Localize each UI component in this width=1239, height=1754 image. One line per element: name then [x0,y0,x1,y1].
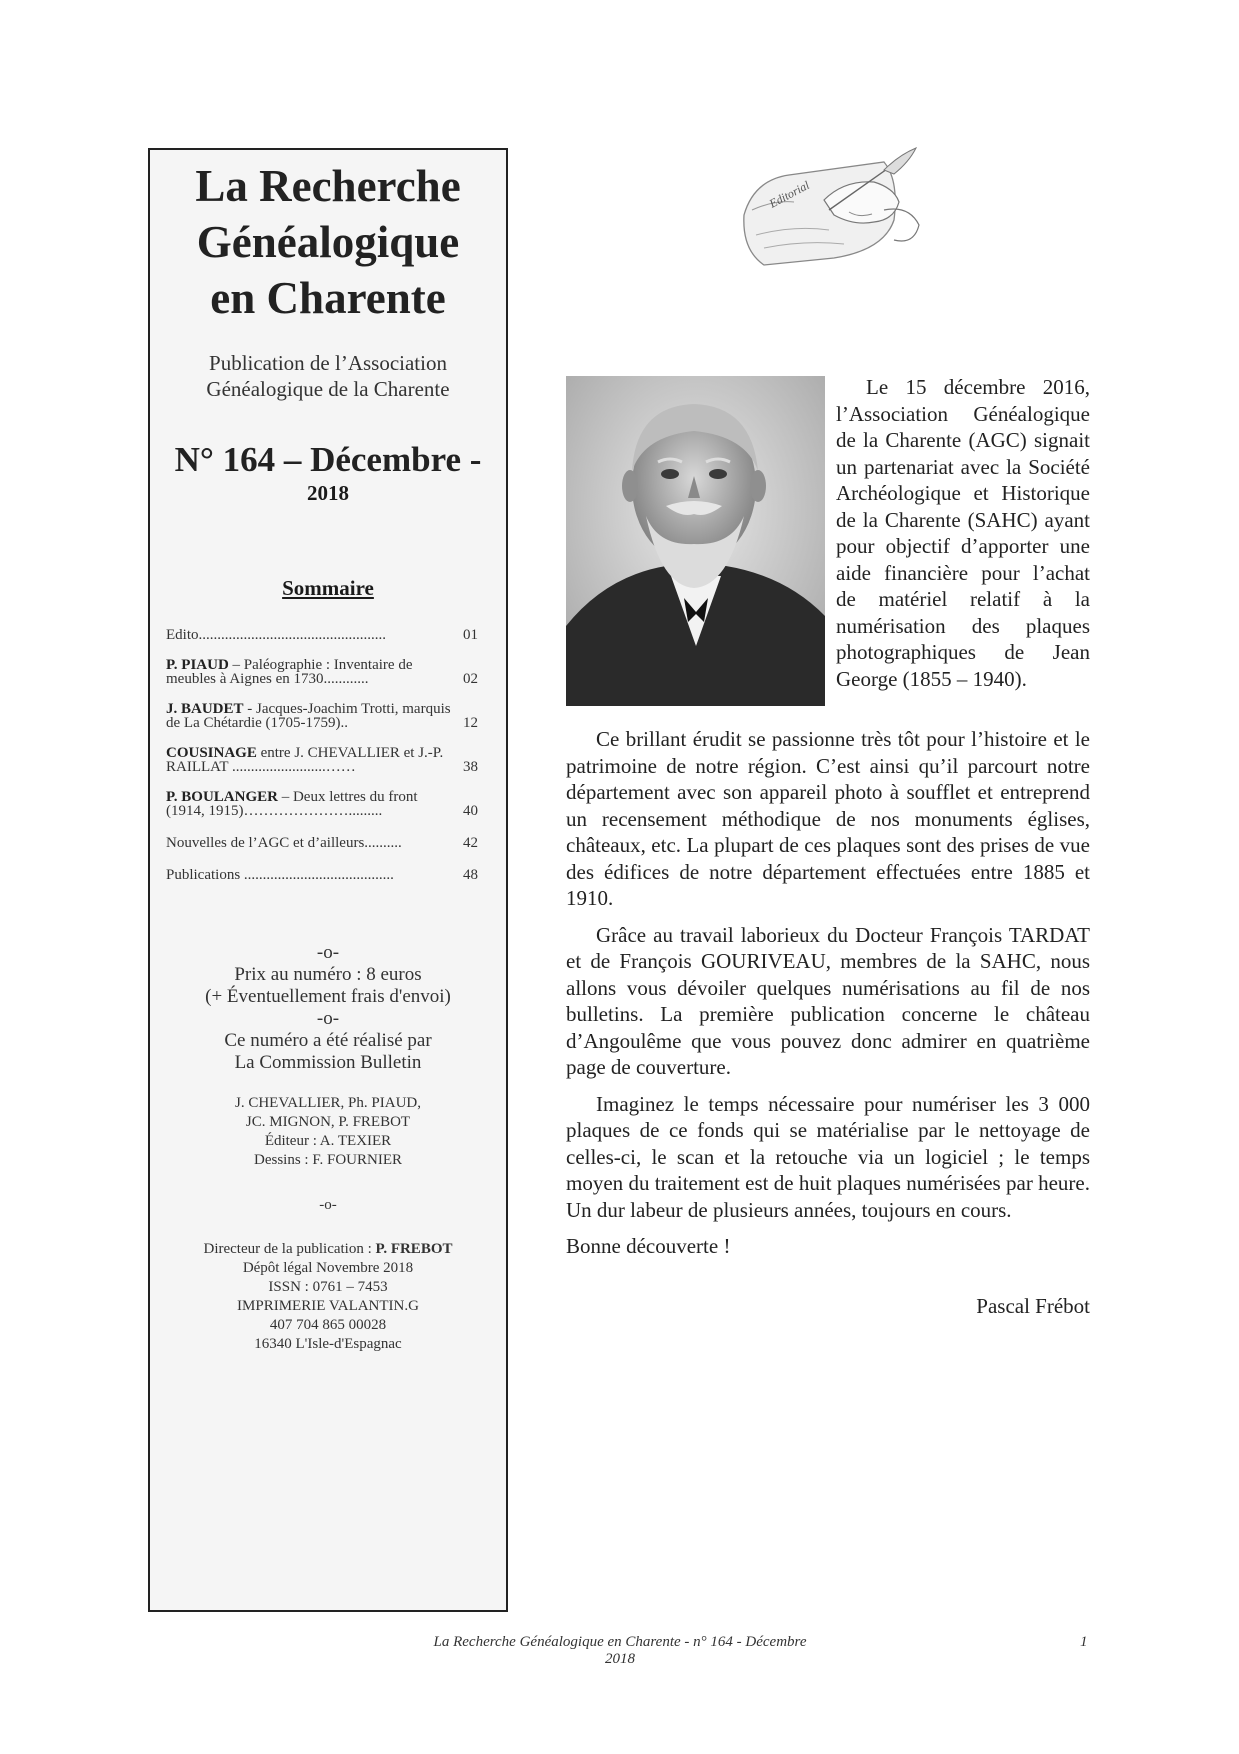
publication-title [150,158,506,326]
made-by-line: Ce numéro a été réalisé par [224,1030,432,1051]
toc-page: 48 [463,867,478,883]
issn: ISSN : 0761 – 7453 [268,1279,388,1295]
issue-year: 2018 [307,481,349,505]
credit-line: J. CHEVALLIER, Ph. PIAUD, [235,1095,421,1111]
shipping-line: (+ Éventuellement frais d'envoi) [205,986,451,1007]
editorial-paragraph-1: Le 15 décembre 2016, l’Association Généalogique de la Charente (AGC) signait un partenariat avec la Société Archéologique et Historique de la Charente (SAHC) ayant pour objectif d’apporter une aide financière pour l’achat de matériel relatif à la numérisation des plaques photographiques de Jean George (1855 – 1940). [836,375,1090,691]
editorial-closing: Bonne découverte ! [566,1234,731,1258]
printer: IMPRIMERIE VALANTIN.G [237,1298,419,1314]
toc-text: Nouvelles de l’AGC et d’ailleurs.......... [166,835,402,851]
toc-page: 02 [463,671,478,687]
toc-author: J. BAUDET [166,701,244,717]
separator: -o- [319,1197,337,1213]
editorial-paragraph-3: Grâce au travail laborieux du Docteur François TARDAT et de François GOURIVEAU, membres de la SAHC, nous allons vous dévoiler quelques numérisations au fil de nos bulletins. La première publication concerne le château d’Angoulême que vous pouvez donc admirer en quatrième page de couverture. [566,922,1090,1079]
issue-number: N° 164 – Décembre - [174,440,482,479]
commission-line: La Commission Bulletin [234,1052,422,1073]
printer-address: 16340 L'Isle-d'Espagnac [254,1336,402,1352]
toc-entry-edito[interactable] [166,628,478,642]
toc-entry-boulanger[interactable] [166,790,478,818]
toc-entry-nouvelles[interactable] [166,836,478,850]
toc-page: 38 [463,759,478,775]
title-line-3: en Charente [210,273,446,323]
sommaire-heading: Sommaire [282,576,374,600]
editorial-drawing [734,140,924,280]
toc-text: – Paléographie : Inventaire de meubles à Aignes en 1730............ [166,657,413,687]
editorial-paragraph-2: Ce brillant érudit se passionne très tôt pour l’histoire et le patrimoine de notre région. C’est ainsi qu’il parcourt notre département avec son appareil photo à soufflet et entreprend un recensement méthodique de nos monuments églises, châteaux, etc. La plupart de ces plaques sont des prises de vue des édifices de notre département effectuées entre 1885 et 1910. [566,727,1090,910]
price-line: Prix au numéro : 8 euros [234,964,422,985]
title-line-2: Généalogique [196,217,460,267]
toc-entry-piaud[interactable] [166,658,478,686]
legal-deposit: Dépôt légal Novembre 2018 [242,1260,414,1276]
editor-line: Éditeur : A. TEXIER [264,1133,392,1149]
toc-page: 01 [463,627,478,643]
editorial-signature: Pascal Frébot [976,1294,1090,1318]
editorial-body [566,726,1090,1260]
toc-page: 40 [463,803,478,819]
toc-author: COUSINAGE [166,745,257,761]
toc-page: 12 [463,715,478,731]
portrait-photo [566,376,825,706]
toc-entry-publications[interactable] [166,868,478,882]
toc-page: 42 [463,835,478,851]
running-footer: La Recherche Généalogique en Charente - n° 164 - Décembre 2018 [433,1634,807,1667]
masthead-panel [148,148,508,1612]
toc-text: - Jacques-Joachim Trotti, marquis de La Chétardie (1705-1759).. [166,701,451,731]
toc-text: – Deux lettres du front (1914, 1915)…………………......... [166,789,418,819]
editorial-paragraph-4: Imaginez le temps nécessaire pour numériser les 3 000 plaques de ce fonds qui se matérialise par le nettoyage de celles-ci, le scan et la retouche via un logiciel ; le temps moyen du traitement est de huit plaques numérisées par heure. Un dur labeur de plusieurs années, toujours en cours. [566,1091,1090,1222]
legal-block [150,1240,506,1354]
editorial-intro [836,374,1090,692]
toc-entry-cousinage[interactable] [166,746,478,774]
toc-author: P. BOULANGER [166,789,278,805]
editorial-word: Editorial [766,177,812,211]
separator: -o- [316,942,340,963]
director-label: Directeur de la publication : [203,1241,376,1257]
toc-text: Publications ........................................ [166,867,394,883]
toc-text: Edito.................................................. [166,627,386,643]
toc-entry-baudet[interactable] [166,702,478,730]
drawings-line: Dessins : F. FOURNIER [254,1152,402,1168]
page-number: 1 [1080,1634,1088,1650]
publisher-line [150,350,506,402]
credits-block [150,1094,506,1170]
title-line-1: La Recherche [195,161,461,211]
publisher-line-2: Généalogique de la Charente [206,377,450,401]
publisher-line-1: Publication de l’Association [209,351,447,375]
price-block [150,942,506,1074]
director-line [150,1240,506,1259]
director-name: P. FREBOT [375,1241,453,1257]
printer-siret: 407 704 865 00028 [269,1317,387,1333]
credit-line: JC. MIGNON, P. FREBOT [245,1114,411,1130]
separator: -o- [316,1008,340,1029]
toc-author: P. PIAUD [166,657,229,673]
toc-text: entre J. CHEVALLIER et J.-P. RAILLAT .........................…… [166,745,444,775]
